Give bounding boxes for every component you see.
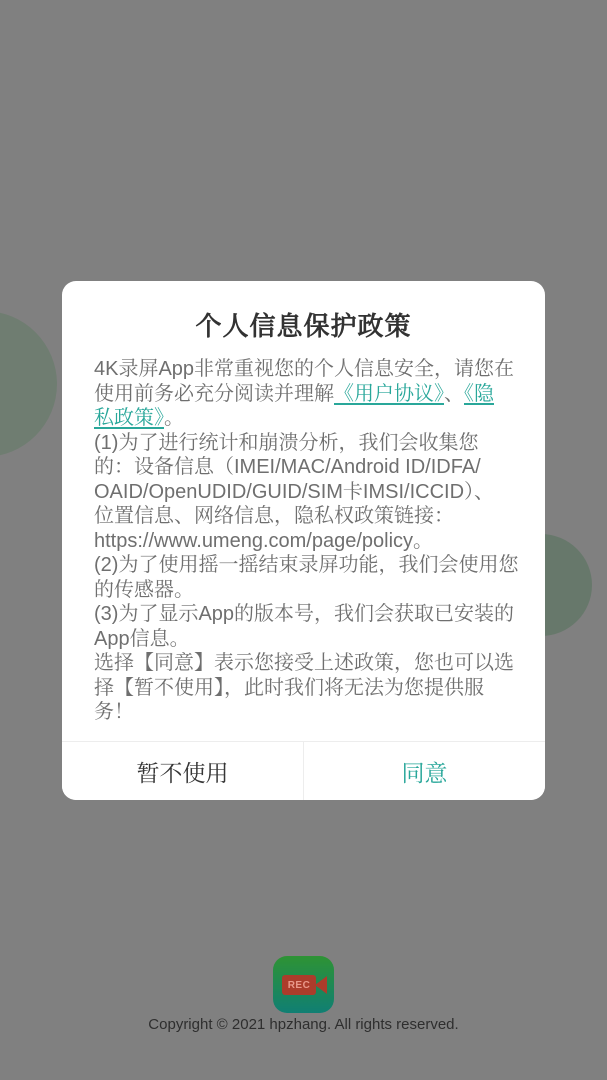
body-text: https://www.umeng.com/page/policy。: [94, 529, 434, 552]
body-text: (1)为了进行统计和崩溃分析，我们会收集您: [94, 431, 479, 454]
copyright-text: Copyright © 2021 hpzhang. All rights reserved.: [148, 1016, 459, 1033]
body-text: 4K录屏App非常重视您的个人信息安全，请您在: [94, 358, 515, 380]
body-line: [94, 700, 539, 725]
body-text: App信息。: [94, 627, 190, 650]
body-text: OAID/OpenUDID/GUID/SIM卡IMSI/ICCID）、: [94, 480, 495, 503]
agree-button[interactable]: 同意: [304, 742, 545, 800]
body-line: [94, 382, 539, 407]
body-line: [94, 431, 539, 456]
body-line: [94, 651, 539, 676]
privacy-policy-dialog: [62, 281, 545, 800]
privacy-policy-link[interactable]: 私政策》: [94, 407, 164, 429]
rec-label: REC: [287, 979, 311, 991]
body-text: 的：设备信息（IMEI/MAC/Android ID/IDFA/: [94, 456, 481, 478]
body-text: 择【暂不使用】，此时我们将无法为您提供服: [94, 676, 484, 699]
dialog-button-row: [62, 741, 545, 800]
body-line: [94, 504, 539, 529]
dialog-title: 个人信息保护政策: [195, 311, 412, 341]
body-line: [94, 553, 539, 578]
decor-circle-left: [0, 311, 57, 457]
body-text: 选择【同意】表示您接受上述政策，您也可以选: [94, 652, 514, 674]
body-text: 、: [444, 382, 464, 405]
body-text: 位置信息、网络信息，隐私权政策链接：: [94, 505, 454, 527]
camera-lens-icon: [315, 976, 327, 994]
decline-button[interactable]: 暂不使用: [62, 742, 304, 800]
body-text: (2)为了使用摇一摇结束录屏功能，我们会使用您: [94, 554, 519, 576]
body-text: 务！: [94, 701, 134, 723]
body-line: [94, 455, 539, 480]
body-line: [94, 578, 539, 603]
body-text: 使用前务必充分阅读并理解: [94, 382, 334, 405]
video-camera-icon: [282, 975, 316, 995]
body-line: [94, 602, 539, 627]
app-icon: [273, 956, 334, 1013]
body-line: [94, 676, 539, 701]
body-line: [94, 406, 539, 431]
body-line: [94, 480, 539, 505]
dialog-body: [94, 357, 539, 725]
user-agreement-link[interactable]: 《用户协议》: [334, 382, 444, 405]
body-line: [94, 529, 539, 554]
privacy-policy-link[interactable]: 《隐: [464, 382, 494, 405]
body-text: (3)为了显示App的版本号，我们会获取已安装的: [94, 603, 515, 625]
body-text: 的传感器。: [94, 578, 194, 601]
body-text: 。: [164, 407, 184, 429]
body-line: [94, 357, 539, 382]
body-line: [94, 627, 539, 652]
